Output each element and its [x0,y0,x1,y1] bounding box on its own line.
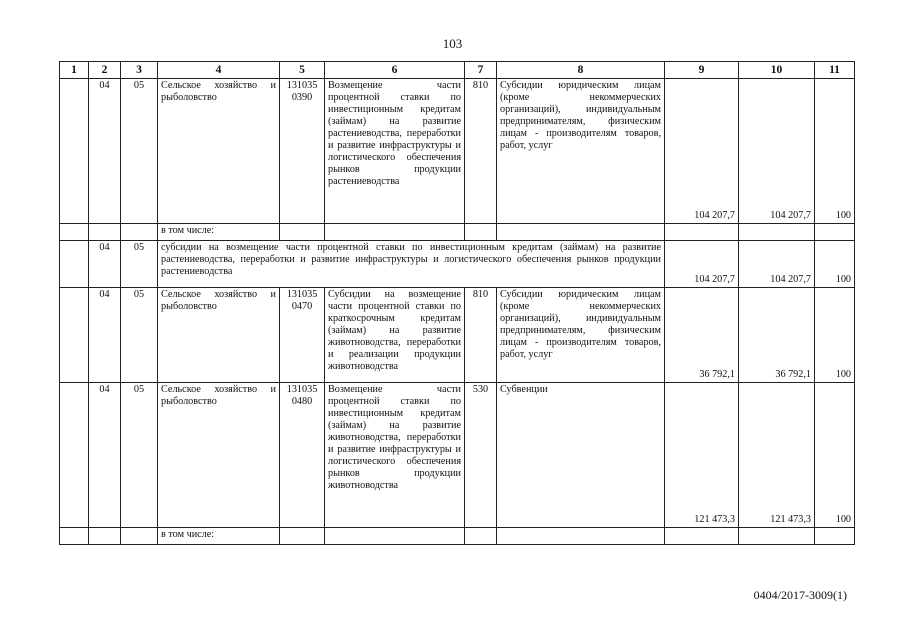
header-col-9: 9 [665,62,739,79]
cell-percent: 100 [815,241,855,288]
cell-expense-type: 810 [465,288,497,383]
cell-subsidy-description: субсидии на возмещение части процентной ставки по инвестиционным кредитам (займам) на развитие растениеводства, переработки и развитие инфраструктуры и логистического обеспечения рынков продукции растениеводства [158,241,665,288]
cell-expense-name: Субсидии юридическим лицам (кроме некоммерческих организаций), индивидуальным предпринимателям, физическим лицам - производителям товаров, работ, услуг [497,79,665,224]
cell-section-name: Сельское хозяйство и рыболовство [158,288,280,383]
cell-expense-name: Субсидии юридическим лицам (кроме некоммерческих организаций), индивидуальным предпринимателям, физическим лицам - производителям товаров, работ, услуг [497,288,665,383]
cell-target-name: Субсидии на возмещение части процентной ставки по краткосрочным кредитам (займам) на развитие животноводства, переработки и реализации продукции животноводства [325,288,465,383]
cell-section: 04 [89,241,121,288]
cell-plan: 36 792,1 [665,288,739,383]
cell-actual: 36 792,1 [739,288,815,383]
cell-target-code: 131035 0390 [280,79,325,224]
cell-percent: 100 [815,288,855,383]
cell-col1 [60,383,89,528]
table-row [60,383,855,528]
cell-subsection: 05 [121,383,158,528]
cell-target-code: 131035 0480 [280,383,325,528]
table-row [60,288,855,383]
cell-percent: 100 [815,79,855,224]
cell-expense-type: 530 [465,383,497,528]
table-row-subtotal-label [60,224,855,241]
cell-plan: 121 473,3 [665,383,739,528]
header-col-7: 7 [465,62,497,79]
cell-section-name: Сельское хозяйство и рыболовство [158,79,280,224]
header-col-11: 11 [815,62,855,79]
document-code: 0404/2017-3009(1) [753,588,847,602]
cell-percent: 100 [815,383,855,528]
cell-including-label: в том числе: [158,224,280,241]
cell-expense-name: Субвенции [497,383,665,528]
header-col-3: 3 [121,62,158,79]
cell-including-label: в том числе: [158,528,280,545]
header-col-8: 8 [497,62,665,79]
header-col-10: 10 [739,62,815,79]
header-col-6: 6 [325,62,465,79]
table-row [60,79,855,224]
cell-subsection: 05 [121,241,158,288]
cell-col1 [60,79,89,224]
cell-plan: 104 207,7 [665,241,739,288]
cell-subsection: 05 [121,79,158,224]
table-row-subtotal-label [60,528,855,545]
cell-section-name: Сельское хозяйство и рыболовство [158,383,280,528]
header-col-1: 1 [60,62,89,79]
cell-target-name: Возмещение части процентной ставки по инвестиционным кредитам (займам) на развитие растениеводства, переработки и развитие инфраструктуры и логистического обеспечения рынков продукции растениеводства [325,79,465,224]
cell-plan: 104 207,7 [665,79,739,224]
cell-col1 [60,288,89,383]
cell-target-code: 131035 0470 [280,288,325,383]
header-col-5: 5 [280,62,325,79]
header-col-4: 4 [158,62,280,79]
cell-actual: 104 207,7 [739,241,815,288]
cell-section: 04 [89,383,121,528]
cell-section: 04 [89,288,121,383]
cell-col1 [60,241,89,288]
cell-section: 04 [89,79,121,224]
page-number: 103 [442,36,463,51]
budget-table [59,61,855,545]
table-row [60,241,855,288]
cell-target-name: Возмещение части процентной ставки по инвестиционным кредитам (займам) на развитие животноводства, переработки и развитие инфраструктуры и логистического обеспечения рынков продукции животноводства [325,383,465,528]
cell-actual: 104 207,7 [739,79,815,224]
cell-actual: 121 473,3 [739,383,815,528]
header-col-2: 2 [89,62,121,79]
header-row [60,62,855,79]
cell-subsection: 05 [121,288,158,383]
cell-expense-type: 810 [465,79,497,224]
